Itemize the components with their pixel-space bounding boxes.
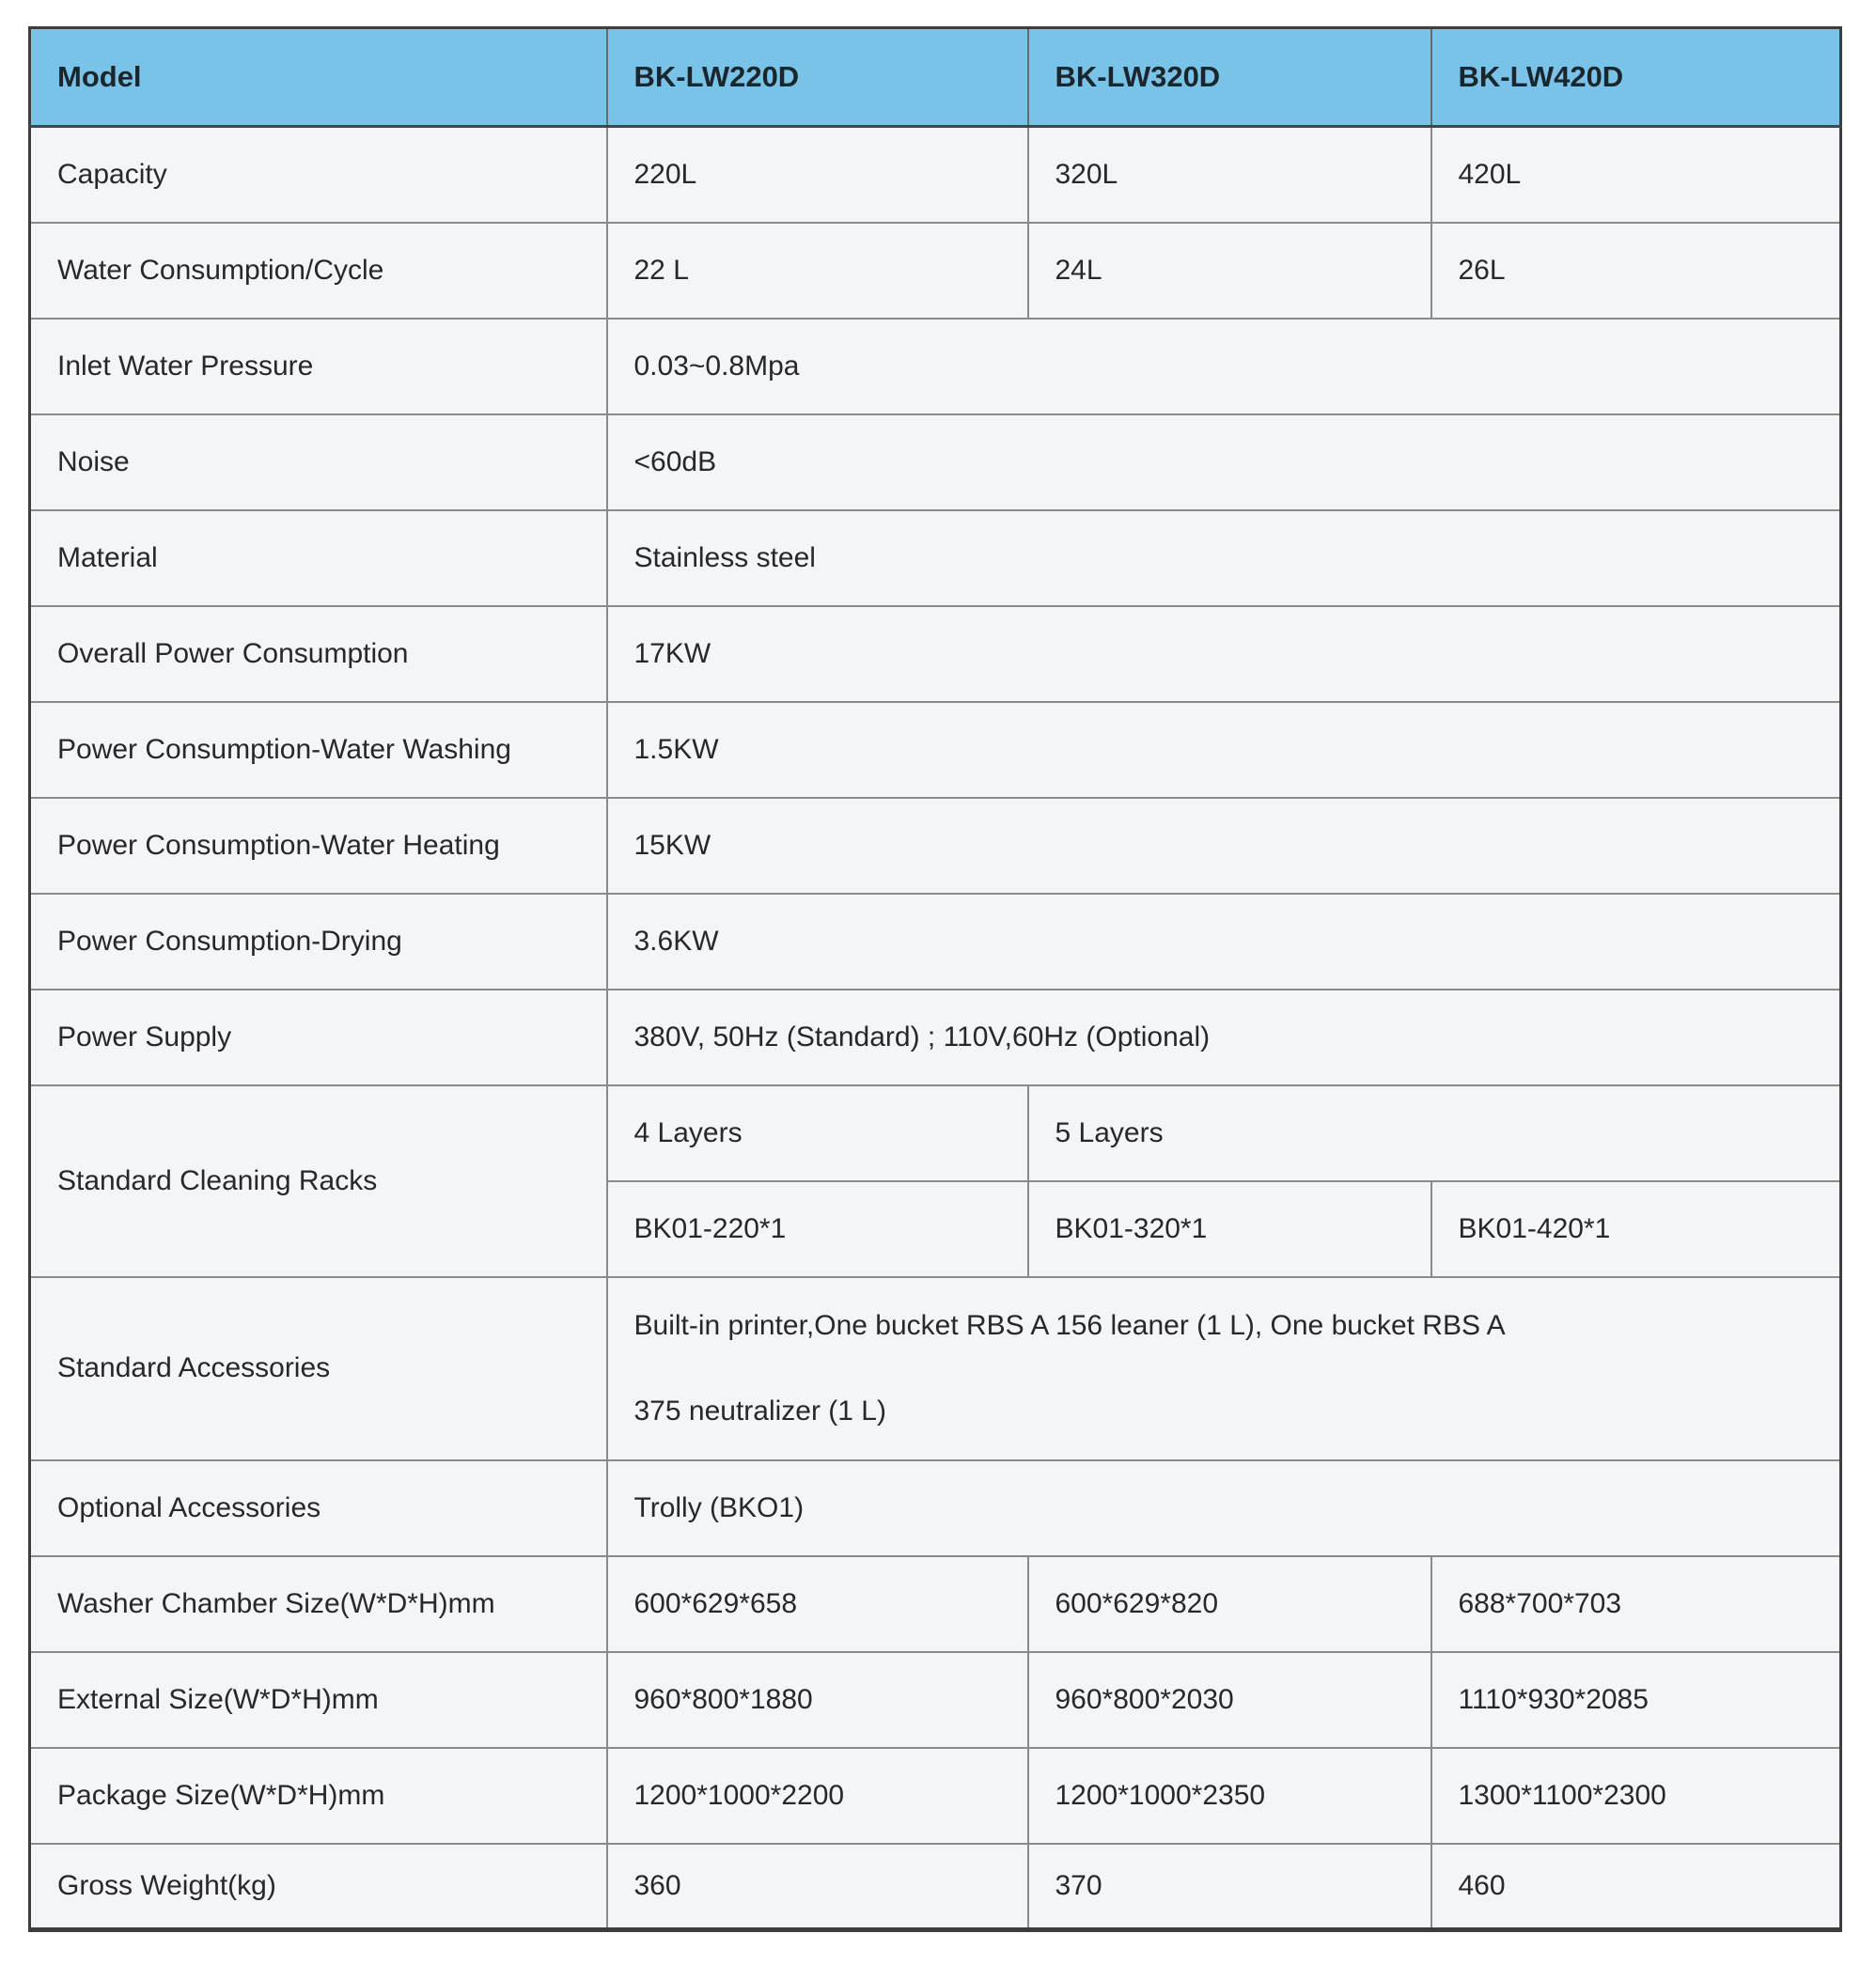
- power-washing-label: Power Consumption-Water Washing: [30, 702, 607, 798]
- cleaning-racks-rack-320: BK01-320*1: [1028, 1181, 1431, 1277]
- material-label: Material: [30, 510, 607, 606]
- power-supply-value: 380V, 50Hz (Standard) ; 110V,60Hz (Optional): [607, 990, 1841, 1085]
- power-washing-value: 1.5KW: [607, 702, 1841, 798]
- row-material: [30, 510, 1841, 606]
- header-cell-model-420: BK-LW420D: [1431, 28, 1841, 127]
- row-overall-power: [30, 606, 1841, 702]
- standard-accessories-line2: 375 neutralizer (1 L): [633, 1396, 886, 1427]
- gross-weight-value-420: 460: [1431, 1844, 1841, 1930]
- water-label: Water Consumption/Cycle: [30, 223, 607, 319]
- standard-accessories-line1: Built-in printer,One bucket RBS A 156 leaner (1 L), One bucket RBS A: [633, 1309, 1506, 1341]
- row-standard-accessories: [30, 1277, 1841, 1460]
- spec-table: [28, 26, 1842, 1932]
- cleaning-racks-layers-large: 5 Layers: [1028, 1085, 1841, 1181]
- power-drying-value: 3.6KW: [607, 894, 1841, 990]
- row-inlet-pressure: [30, 319, 1841, 414]
- header-cell-model-320: BK-LW320D: [1028, 28, 1431, 127]
- header-cell-model-label: Model: [30, 28, 607, 127]
- noise-value: <60dB: [607, 414, 1841, 510]
- row-power-heating: [30, 798, 1841, 894]
- washer-chamber-value-220: 600*629*658: [607, 1556, 1028, 1652]
- cleaning-racks-rack-420: BK01-420*1: [1431, 1181, 1841, 1277]
- package-size-label: Package Size(W*D*H)mm: [30, 1748, 607, 1844]
- row-power-washing: [30, 702, 1841, 798]
- washer-chamber-label: Washer Chamber Size(W*D*H)mm: [30, 1556, 607, 1652]
- row-washer-chamber-size: [30, 1556, 1841, 1652]
- inlet-value: 0.03~0.8Mpa: [607, 319, 1841, 414]
- row-noise: [30, 414, 1841, 510]
- optional-accessories-value: Trolly (BKO1): [607, 1460, 1841, 1556]
- external-size-value-320: 960*800*2030: [1028, 1652, 1431, 1748]
- water-value-420: 26L: [1431, 223, 1841, 319]
- external-size-value-420: 1110*930*2085: [1431, 1652, 1841, 1748]
- gross-weight-value-320: 370: [1028, 1844, 1431, 1930]
- power-supply-label: Power Supply: [30, 990, 607, 1085]
- row-capacity: [30, 127, 1841, 223]
- capacity-value-220: 220L: [607, 127, 1028, 223]
- standard-accessories-label: Standard Accessories: [30, 1277, 607, 1460]
- power-heating-label: Power Consumption-Water Heating: [30, 798, 607, 894]
- cleaning-racks-rack-220: BK01-220*1: [607, 1181, 1028, 1277]
- capacity-label: Capacity: [30, 127, 607, 223]
- cleaning-racks-layers-small: 4 Layers: [607, 1085, 1028, 1181]
- gross-weight-label: Gross Weight(kg): [30, 1844, 607, 1930]
- gross-weight-value-220: 360: [607, 1844, 1028, 1930]
- row-water-consumption: [30, 223, 1841, 319]
- header-cell-model-220: BK-LW220D: [607, 28, 1028, 127]
- external-size-label: External Size(W*D*H)mm: [30, 1652, 607, 1748]
- package-size-value-320: 1200*1000*2350: [1028, 1748, 1431, 1844]
- inlet-label: Inlet Water Pressure: [30, 319, 607, 414]
- row-power-supply: [30, 990, 1841, 1085]
- capacity-value-320: 320L: [1028, 127, 1431, 223]
- cleaning-racks-label: Standard Cleaning Racks: [30, 1085, 607, 1277]
- noise-label: Noise: [30, 414, 607, 510]
- capacity-value-420: 420L: [1431, 127, 1841, 223]
- row-external-size: [30, 1652, 1841, 1748]
- package-size-value-220: 1200*1000*2200: [607, 1748, 1028, 1844]
- row-optional-accessories: [30, 1460, 1841, 1556]
- package-size-value-420: 1300*1100*2300: [1431, 1748, 1841, 1844]
- row-power-drying: [30, 894, 1841, 990]
- power-drying-label: Power Consumption-Drying: [30, 894, 607, 990]
- row-gross-weight: [30, 1844, 1841, 1930]
- washer-chamber-value-320: 600*629*820: [1028, 1556, 1431, 1652]
- standard-accessories-value: [607, 1277, 1841, 1460]
- row-package-size: [30, 1748, 1841, 1844]
- external-size-value-220: 960*800*1880: [607, 1652, 1028, 1748]
- material-value: Stainless steel: [607, 510, 1841, 606]
- row-cleaning-racks-layers: [30, 1085, 1841, 1181]
- header-row: [30, 28, 1841, 127]
- water-value-320: 24L: [1028, 223, 1431, 319]
- water-value-220: 22 L: [607, 223, 1028, 319]
- washer-chamber-value-420: 688*700*703: [1431, 1556, 1841, 1652]
- overall-power-label: Overall Power Consumption: [30, 606, 607, 702]
- overall-power-value: 17KW: [607, 606, 1841, 702]
- optional-accessories-label: Optional Accessories: [30, 1460, 607, 1556]
- power-heating-value: 15KW: [607, 798, 1841, 894]
